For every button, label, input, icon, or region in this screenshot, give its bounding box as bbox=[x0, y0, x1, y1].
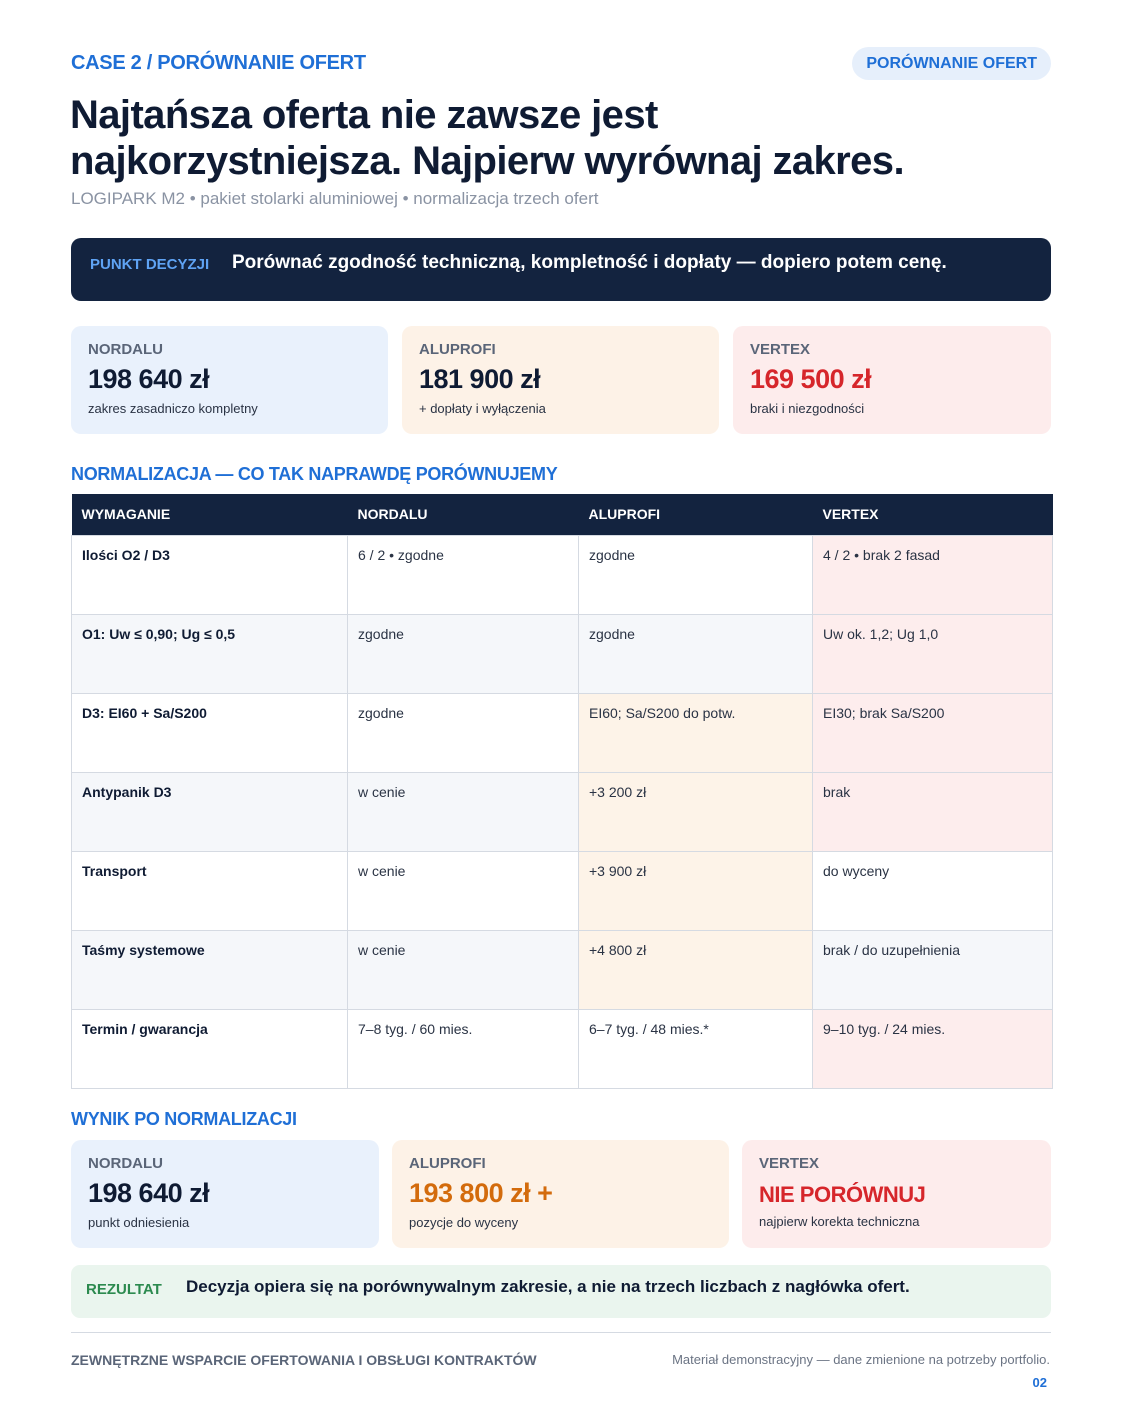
result-tag: REZULTAT bbox=[86, 1281, 162, 1298]
page-subtitle: LOGIPARK M2 • pakiet stolarki aluminiowej • normalizacja trzech ofert bbox=[71, 189, 599, 208]
result-text: Decyzja opiera się na porównywalnym zakresie, a nie na trzech liczbach z nagłówka ofert. bbox=[186, 1277, 910, 1296]
table-row bbox=[72, 1009, 1053, 1088]
aluprofi-cell: 6–7 tyg. / 48 mies.* bbox=[579, 1009, 813, 1088]
nordalu-cell: zgodne bbox=[348, 693, 579, 772]
offer-note: braki i niezgodności bbox=[750, 401, 865, 416]
aluprofi-cell: +3 200 zł bbox=[579, 772, 813, 851]
table-row bbox=[72, 535, 1053, 614]
aluprofi-cell: zgodne bbox=[579, 535, 813, 614]
vertex-cell: 4 / 2 • brak 2 fasad bbox=[813, 535, 1053, 614]
result-cards bbox=[71, 1140, 1051, 1248]
nordalu-cell: w cenie bbox=[348, 851, 579, 930]
offer-price: 198 640 zł bbox=[88, 364, 210, 394]
nordalu-cell: w cenie bbox=[348, 930, 579, 1009]
offer-card-vertex bbox=[733, 326, 1051, 434]
result-value: NIE PORÓWNUJ bbox=[759, 1182, 926, 1207]
vertex-cell: brak / do uzupełnienia bbox=[813, 930, 1053, 1009]
nordalu-cell: zgodne bbox=[348, 614, 579, 693]
result-note: punkt odniesienia bbox=[88, 1215, 190, 1230]
requirement-cell: D3: EI60 + Sa/S200 bbox=[72, 693, 348, 772]
offer-note: zakres zasadniczo kompletny bbox=[88, 401, 258, 416]
nordalu-cell: w cenie bbox=[348, 772, 579, 851]
offer-cards bbox=[71, 326, 1051, 434]
aluprofi-cell: +3 900 zł bbox=[579, 851, 813, 930]
requirement-cell: Transport bbox=[72, 851, 348, 930]
result-card-aluprofi bbox=[392, 1140, 729, 1248]
footer-divider bbox=[71, 1332, 1051, 1333]
offer-price: 169 500 zł bbox=[750, 364, 872, 394]
requirement-cell: Termin / gwarancja bbox=[72, 1009, 348, 1088]
aluprofi-cell: +4 800 zł bbox=[579, 930, 813, 1009]
vertex-cell: do wyceny bbox=[813, 851, 1053, 930]
offer-card-nordalu bbox=[71, 326, 388, 434]
offer-name: VERTEX bbox=[750, 341, 811, 358]
requirement-cell: Antypanik D3 bbox=[72, 772, 348, 851]
column-header: WYMAGANIE bbox=[72, 494, 348, 535]
decision-banner bbox=[71, 238, 1051, 301]
requirement-cell: Taśmy systemowe bbox=[72, 930, 348, 1009]
table-row bbox=[72, 693, 1053, 772]
table-row bbox=[72, 851, 1053, 930]
offer-price: 181 900 zł bbox=[419, 364, 541, 394]
column-header: NORDALU bbox=[348, 494, 579, 535]
result-value: 198 640 zł bbox=[88, 1178, 210, 1208]
offer-name: NORDALU bbox=[88, 341, 163, 358]
requirement-cell: Ilości O2 / D3 bbox=[72, 535, 348, 614]
page-number: 02 bbox=[1032, 1375, 1047, 1390]
result-note: pozycje do wyceny bbox=[409, 1215, 519, 1230]
table-row bbox=[72, 614, 1053, 693]
vertex-cell: brak bbox=[813, 772, 1053, 851]
section-pill: PORÓWNANIE OFERT bbox=[852, 47, 1051, 80]
page-title bbox=[70, 92, 1060, 184]
case-label: CASE 2 / PORÓWNANIE OFERT bbox=[71, 52, 366, 74]
result-card-vertex bbox=[742, 1140, 1051, 1248]
table-row bbox=[72, 772, 1053, 851]
result-name: VERTEX bbox=[759, 1155, 820, 1172]
offer-note: + dopłaty i wyłączenia bbox=[419, 401, 546, 416]
offer-name: ALUPROFI bbox=[419, 341, 496, 358]
normalization-table bbox=[71, 494, 1053, 1089]
result-value: 193 800 zł + bbox=[409, 1178, 553, 1208]
decision-text: Porównać zgodność techniczną, kompletność i dopłaty — dopiero potem cenę. bbox=[232, 252, 947, 273]
column-header: VERTEX bbox=[813, 494, 1053, 535]
result-banner bbox=[71, 1265, 1051, 1318]
column-header: ALUPROFI bbox=[579, 494, 813, 535]
aluprofi-cell: zgodne bbox=[579, 614, 813, 693]
result-section-title: WYNIK PO NORMALIZACJI bbox=[71, 1109, 297, 1129]
nordalu-cell: 6 / 2 • zgodne bbox=[348, 535, 579, 614]
table-header-row bbox=[72, 494, 1053, 535]
decision-tag: PUNKT DECYZJI bbox=[90, 256, 210, 273]
result-note: najpierw korekta techniczna bbox=[759, 1214, 920, 1229]
result-name: ALUPROFI bbox=[409, 1155, 486, 1172]
offer-card-aluprofi bbox=[402, 326, 719, 434]
result-card-nordalu bbox=[71, 1140, 379, 1248]
requirement-cell: O1: Uw ≤ 0,90; Ug ≤ 0,5 bbox=[72, 614, 348, 693]
top-bar bbox=[71, 50, 1051, 82]
vertex-cell: 9–10 tyg. / 24 mies. bbox=[813, 1009, 1053, 1088]
footer-disclaimer: Materiał demonstracyjny — dane zmienione na potrzeby portfolio. bbox=[672, 1352, 1050, 1367]
vertex-cell: Uw ok. 1,2; Ug 1,0 bbox=[813, 614, 1053, 693]
aluprofi-cell: EI60; Sa/S200 do potw. bbox=[579, 693, 813, 772]
result-name: NORDALU bbox=[88, 1155, 163, 1172]
normalization-section-title: NORMALIZACJA — CO TAK NAPRAWDĘ PORÓWNUJEMY bbox=[71, 464, 558, 484]
title-line-1: Najtańsza oferta nie zawsze jest bbox=[70, 93, 658, 137]
nordalu-cell: 7–8 tyg. / 60 mies. bbox=[348, 1009, 579, 1088]
footer-tagline: ZEWNĘTRZNE WSPARCIE OFERTOWANIA I OBSŁUGI KONTRAKTÓW bbox=[71, 1352, 537, 1368]
title-line-2: najkorzystniejsza. Najpierw wyrównaj zakres. bbox=[70, 139, 904, 183]
vertex-cell: EI30; brak Sa/S200 bbox=[813, 693, 1053, 772]
table-row bbox=[72, 930, 1053, 1009]
